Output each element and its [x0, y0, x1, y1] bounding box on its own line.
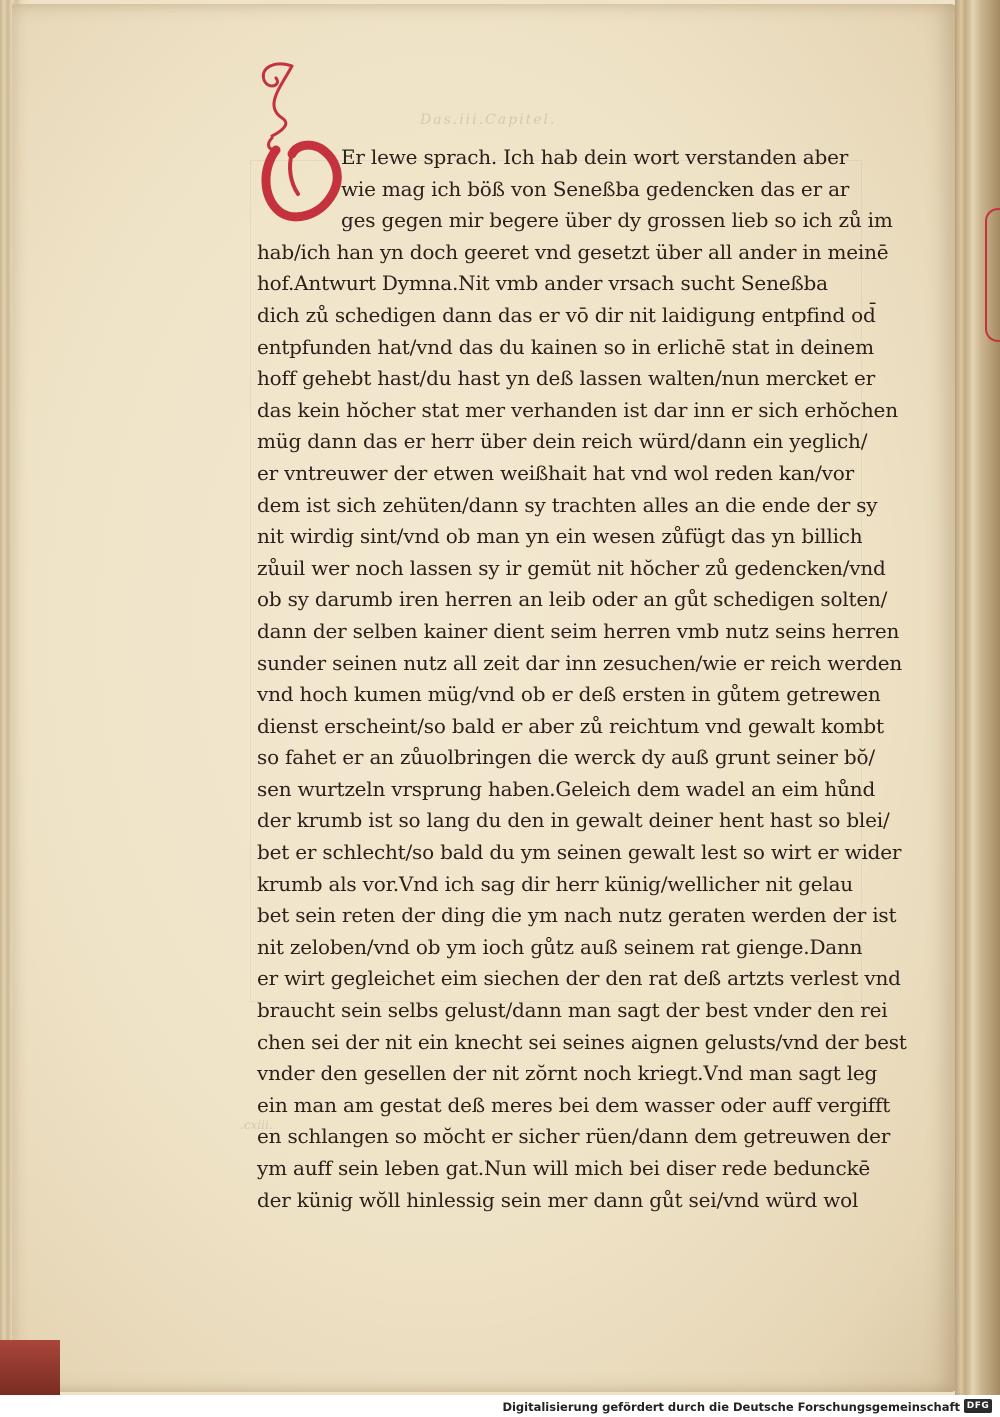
- binding-band: [0, 1340, 60, 1395]
- text-line: hoff gehebt hast/du hast yn deß lassen walten/nun mercket er: [257, 366, 876, 391]
- text-line: entpfunden hat/vnd das du kainen so in erlichē stat in deinem: [257, 334, 874, 359]
- show-through-header: Das.iii.Capitel.: [420, 112, 557, 128]
- text-line: sen wurtzeln vrsprung haben.Geleich dem wadel an eim hůnd: [257, 776, 876, 801]
- text-line: ym auff sein leben gat.Nun will mich bei diser rede bedunckē: [257, 1156, 871, 1180]
- red-margin-mark: [985, 208, 1000, 342]
- text-line: hab/ich han yn doch geeret vnd gesetzt über all ander in meinē: [257, 239, 889, 264]
- text-line: en schlangen so mŏcht er sicher rüen/dann dem getreuwen der: [257, 1124, 891, 1149]
- body-text: [257, 142, 907, 1216]
- text-line: dann der selben kainer dient seim herren vmb nutz seins herren: [257, 618, 900, 643]
- text-line: hof.Antwurt Dymna.Nit vmb ander vrsach sucht Seneßba: [257, 271, 828, 296]
- text-line: bet er schlecht/so bald du ym seinen gewalt lest so wirt er wider: [257, 840, 902, 865]
- text-line: zůuil wer noch lassen sy ir gemüt nit hŏcher zů gedencken/vnd: [257, 555, 886, 580]
- text-line: vnd hoch kumen müg/vnd ob er deß ersten in gůtem getrewen: [257, 682, 881, 707]
- text-line: dienst erscheint/so bald er aber zů reichtum vnd gewalt kombt: [257, 713, 884, 738]
- funding-credit: Digitalisierung gefördert durch die Deutsche Forschungsgemeinschaft: [502, 1400, 960, 1414]
- text-line: müg dann das er herr über dein reich würd/dann ein yeglich/: [257, 429, 868, 454]
- text-line: chen sei der nit ein knecht sei seines aignen gelusts/vnd der best: [257, 1029, 907, 1054]
- text-line: der krumb ist so lang du den in gewalt deiner hent hast so blei/: [257, 808, 890, 833]
- text-line: wie mag ich böß von Seneßba gedencken das er ar: [341, 176, 850, 201]
- text-line: der künig wŏll hinlessig sein mer dann gůt sei/vnd würd wol: [257, 1187, 859, 1212]
- text-line: er vntreuwer der etwen weißhait hat vnd wol reden kan/vor: [257, 460, 854, 485]
- text-line: das kein hŏcher stat mer verhanden ist dar inn er sich erhŏchen: [257, 397, 898, 422]
- text-line: dem ist sich zehüten/dann sy trachten alles an die ende der sy: [257, 492, 878, 517]
- text-line: krumb als vor.Vnd ich sag dir herr künig/wellicher nit gelau: [257, 871, 853, 896]
- initial-letter-text: D: [252, 58, 253, 59]
- text-line: vnder den gesellen der nit zŏrnt noch kriegt.Vnd man sagt leg: [257, 1061, 878, 1086]
- text-line: bet sein reten der ding die ym nach nutz geraten werden der ist: [257, 903, 897, 928]
- dfg-logo: DFG: [964, 1399, 992, 1413]
- text-line: ein man am gestat deß meres bei dem wasser oder auff vergifft: [257, 1092, 891, 1117]
- text-line: ges gegen mir begere über dy grossen lieb so ich zů im: [341, 208, 893, 233]
- text-line: braucht sein selbs gelust/dann man sagt der best vnder den rei: [257, 998, 888, 1023]
- text-line: er wirt gegleichet eim siechen der den rat deß artzts verlest vnd: [257, 966, 901, 991]
- text-line: nit wirdig sint/vnd ob man yn ein wesen zůfügt das yn billich: [257, 524, 863, 549]
- text-line: sunder seinen nutz all zeit dar inn zesuchen/wie er reich werden: [257, 650, 903, 675]
- text-line: dich zů schedigen dann das er vō dir nit laidigung entpfind od̄: [257, 302, 876, 327]
- text-line: nit zeloben/vnd ob ym ioch gůtz auß seinem rat gienge.Dann: [257, 934, 863, 959]
- text-line: Er lewe sprach. Ich hab dein wort verstanden aber: [341, 145, 849, 169]
- text-line: ob sy darumb iren herren an leib oder an gůt schedigen solten/: [257, 587, 888, 612]
- show-through-folio: .cxiii.: [240, 1118, 273, 1132]
- text-line: so fahet er an zůuolbringen die werck dy auß grunt seiner bŏ/: [257, 745, 875, 770]
